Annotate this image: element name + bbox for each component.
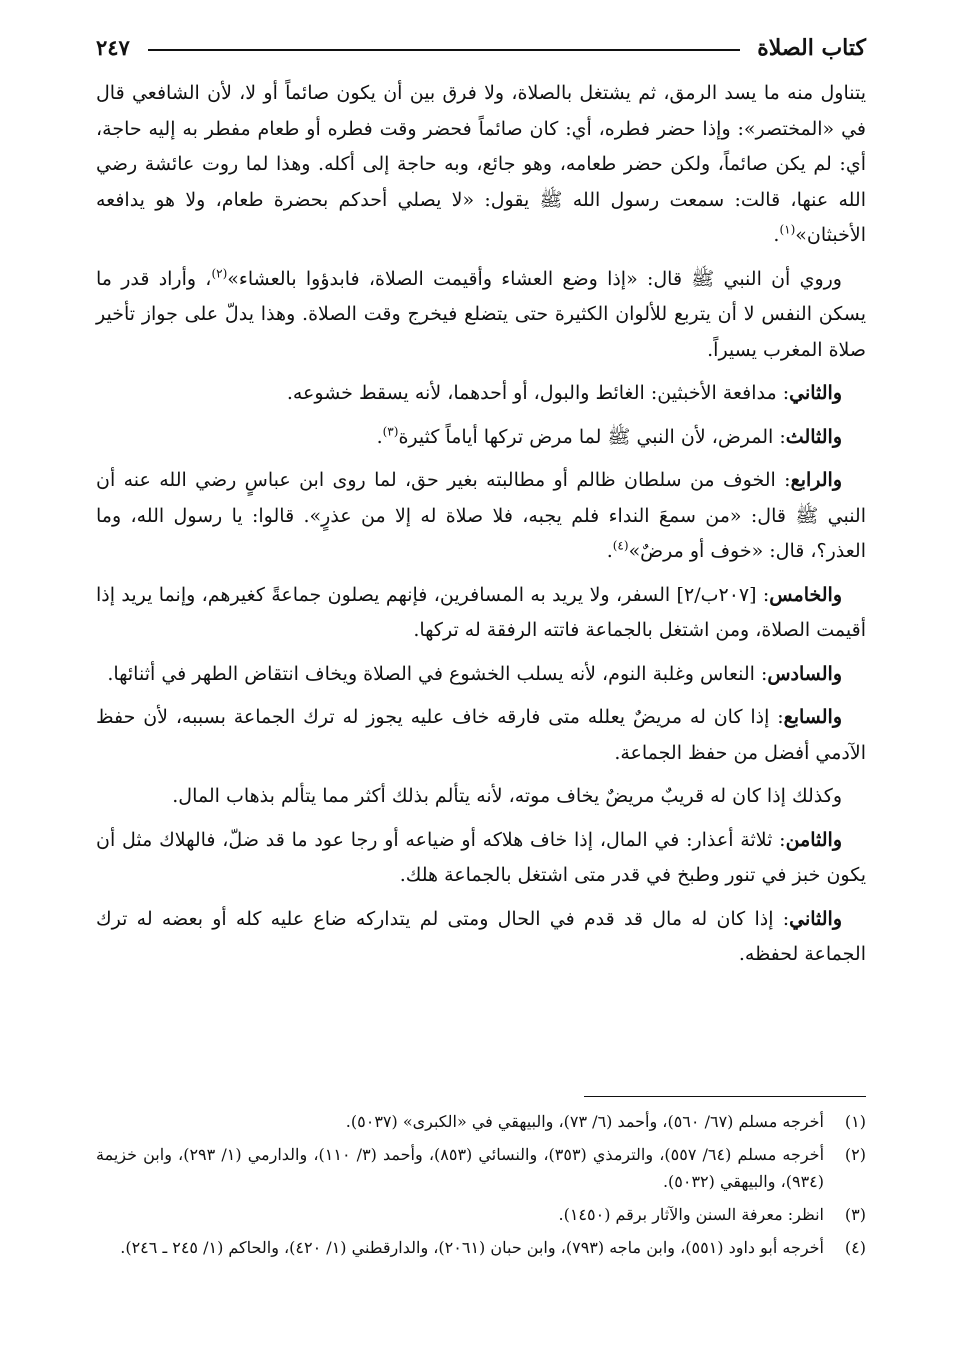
footnote-number: (٢) (844, 1145, 866, 1164)
paragraph-text: : مدافعة الأخبثين: الغائط والبول، أو أحدهما، لأنه يسقط خشوعه. (286, 382, 790, 404)
paragraph (96, 578, 866, 649)
footnotes (96, 1108, 866, 1267)
footnote-ref[interactable]: (٣) (382, 424, 399, 439)
footnote-text: أخرجه مسلم (٦٧/ ٥٦٠)، وأحمد (٦/ ٧٣)، والبيهقي في «الكبرى» (٥٠٣٧). (345, 1112, 824, 1131)
paragraph-text-after: . (773, 224, 780, 246)
paragraph-lead: والثامن (785, 828, 842, 851)
paragraph (96, 823, 866, 894)
paragraph-lead: والثالث (785, 425, 842, 448)
paragraph-lead: والثاني (789, 907, 842, 930)
paragraph-lead: والسابع (783, 706, 842, 728)
paragraph (96, 463, 866, 570)
footnote-text: أخرجه مسلم (٦٤/ ٥٥٧)، والترمذي (٣٥٣)، والنسائي (٨٥٣)، وأحمد (٣/ ١١٠)، والدارمي (١/ ٢٩٣)، وابن خزيمة (٩٣٤)، والبيهقي (٥٠٣٢). (96, 1145, 825, 1191)
paragraph (96, 657, 866, 693)
paragraph-text-after: . (376, 425, 383, 448)
page-number: ٢٤٧ (96, 35, 130, 60)
paragraph (96, 376, 866, 412)
paragraph-text: : الخوف من سلطان ظالم أو مطالبته بغير حق، لما روى ابن عباسٍ رضي الله عنه أن النبي ﷺ قال: «من سمعَ النداء فلم يجبه، فلا صلاة له إلا من عذرٍ». قالوا: يا رسول الله، وما العذر؟، قال: «خوف أو مرضٌ» (96, 469, 866, 562)
footnote (96, 1234, 866, 1261)
paragraph (96, 262, 866, 369)
main-text (96, 76, 866, 981)
paragraph-text: : ثلاثة أعذار: في المال، إذا خاف هلاكه أو ضياعه أو رجا عود ما قد ضلّ، فالهلاك مثل أن يكون خبز في تنور وطبخ في قدر متى اشتغل بالجماعة هلك. (96, 828, 866, 886)
footnote (96, 1141, 866, 1195)
footnote-text: انظر: معرفة السنن والآثار برقم (١٤٥٠). (558, 1205, 824, 1224)
paragraph (96, 700, 866, 771)
header-rule (148, 49, 740, 51)
paragraph-lead: والرابع (790, 469, 842, 491)
paragraph-lead: والثاني (789, 382, 842, 404)
paragraph-text: : إذا كان له مريضٌ يعلله متى فارقه خاف عليه يجوز له ترك الجماعة بسببه، لأن حفظ الآدمي أفضل من حفظ الجماعة. (96, 706, 866, 764)
paragraph (96, 779, 866, 815)
paragraph-text: وروي أن النبي ﷺ قال: «إذا وضع العشاء وأقيمت الصلاة، فابدؤوا بالعشاء» (227, 267, 842, 290)
footnote-text: أخرجه أبو داود (٥٥١)، وابن ماجه (٧٩٣)، وابن حبان (٢٠٦١)، والدارقطني (١/ ٤٢٠)، والحاكم (١/ ٢٤٥ ـ ٢٤٦). (120, 1238, 824, 1257)
paragraph-lead: والخامس (769, 583, 842, 606)
paragraph-text: : المرض، لأن النبي ﷺ لما مرض تركها أياماً كثيرة (398, 425, 786, 448)
footnote (96, 1108, 866, 1135)
running-header (96, 30, 866, 70)
footnote-number: (٣) (844, 1205, 866, 1224)
footnote-separator (584, 1096, 866, 1097)
book-title: كتاب الصلاة (757, 35, 866, 61)
paragraph-text-after: ، وأراد قدر ما يسكن النفس لا أن يتربع للألوان الكثيرة حتى يتضلع فيخرج وقت الصلاة. وهذا يدلّ على جواز تأخير صلاة المغرب يسيراً. (96, 267, 866, 361)
footnote-number: (١) (844, 1112, 866, 1131)
footnote-number: (٤) (844, 1238, 866, 1257)
paragraph-text: : إذا كان له مال قد قدم في الحال ومتى لم يتداركه ضاع عليه كله أو بعضه له ترك الجماعة لحفظه. (96, 907, 866, 965)
paragraph-text: وكذلك إذا كان له قريبٌ مريضٌ يخاف موته، لأنه يتألم بذلك أكثر مما يتألم بذهاب المال. (172, 785, 842, 807)
footnote-ref[interactable]: (٤) (612, 538, 629, 553)
paragraph (96, 902, 866, 973)
footnote (96, 1201, 866, 1228)
paragraph-text: : [٢٠٧ب/٢] السفر، ولا يريد به المسافرين، فإنهم يصلون جماعةً كغيرهم، وإنما يريد إذا أقيمت الصلاة، ومن اشتغل بالجماعة فاتته الرفقة له تركها. (96, 583, 866, 641)
paragraph-lead: والسادس (767, 662, 842, 685)
footnote-ref[interactable]: (١) (779, 222, 796, 237)
paragraph-text: : النعاس وغلبة النوم، لأنه يسلب الخشوع في الصلاة ويخاف انتقاض الطهر في أثنائها. (107, 662, 768, 685)
paragraph (96, 76, 866, 254)
footnote-ref[interactable]: (٢) (211, 266, 228, 281)
paragraph (96, 420, 866, 456)
paragraph-text-after: . (606, 540, 613, 562)
paragraph-text: يتناول منه ما يسد الرمق، ثم يشتغل بالصلاة، ولا فرق بين أن يكون صائماً أو لا، لأن الشافعي قال في «المختصر»: وإذا حضر فطره، أي: كان صائماً فحضر وقت فطره أو طعام مفطر به إليه حاجة، أي: لم يكن صائماً، ولكن حضر طعامه، وهو جائع، وبه حاجة إلى أكله. وهذا لما روت عائشة رضي الله عنها، قالت: سمعت رسول الله ﷺ يقول: «لا يصلي أحدكم بحضرة طعام، ولا هو يدافعه الأخبثان» (96, 82, 866, 246)
